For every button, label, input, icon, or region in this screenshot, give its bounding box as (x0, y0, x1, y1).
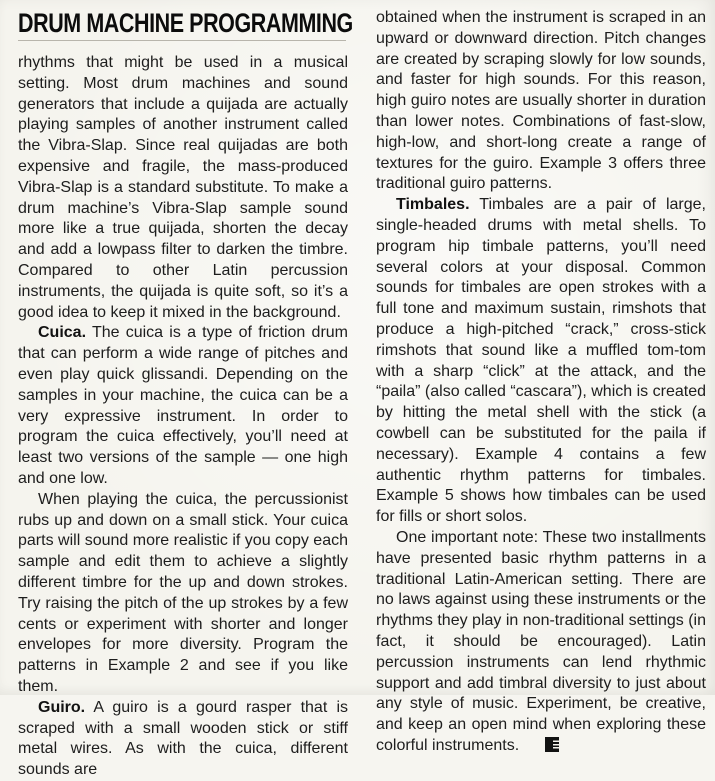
paragraph: When playing the cuica, the percussionist rubs up and down on a small stick. Your cuica parts will sound more realistic if you copy each sample and edit them to achieve a slightly different timbre for the up and down strokes. Try raising the pitch of the up strokes by a few cents or experiment with shorter and longer envelopes for more diversity. Program the patterns in Example 2 and see if you like them. (18, 490, 348, 695)
paragraph: obtained when the instrument is scraped in an upward or downward direction. Pitch changes are created by scraping slowly for low sounds, and faster for high sounds. For this reason, high guiro notes are usually shorter in duration than lower notes. Combinations of fast-slow, high-low, and short-long create a range of textures for the guiro. Example 3 offers three traditional guiro patterns. (376, 9, 706, 193)
paragraph-lead: Cuica. (38, 324, 87, 342)
paragraph: rhythms that might be used in a musical setting. Most drum machines and sound generators that include a quijada are actually playing samples of another instrument called the Vibra-Slap. Since real quijadas are both expensive and fragile, the mass-produced Vibra-Slap is a standard substitute. To make a drum machine’s Vibra-Slap sample sound more like a true quijada, shorten the decay and add a lowpass filter to darken the timbre. Compared to other Latin percussion instruments, the quijada is quite soft, so it’s a good idea to keep it mixed in the background. (18, 54, 348, 321)
title-underline (18, 40, 346, 41)
paragraph: One important note: These two installments have presented basic rhythm patterns in a traditional Latin-American setting. There are no laws against using these instruments or the rhythms they play in non-traditional settings (in fact, it should be encouraged). Latin percussion instruments can lend rhythmic support and add timbral diversity to just about any style of music. Experiment, be creative, and keep an open mind when exploring these colorful instruments. (376, 528, 706, 754)
paragraph: Cuica. The cuica is a type of friction drum that can perform a wide range of pitches and even play quick glissandi. Depending on the samples in your machine, the cuica can be a very expressive instrument. In order to program the cuica effectively, you’ll need at least two versions of the sample — one high and one low. (18, 324, 348, 487)
left-column (18, 8, 353, 779)
paragraph-lead: Guiro. (38, 698, 86, 716)
article-title: DRUM MACHINE PROGRAMMING (18, 8, 353, 39)
paragraph: Guiro. A guiro is a gourd rasper that is scraped with a small wooden stick or stiff metal wires. As with the cuica, different sounds are (18, 698, 348, 779)
right-column (376, 8, 706, 754)
paragraph-lead: Timbales. (396, 196, 470, 214)
paragraph: Timbales. Timbales are a pair of large, single-headed drums with metal shells. To program hip timbale patterns, you’ll need several colors at your disposal. Common sounds for timbales are open strokes with a full tone and maximum sustain, rimshots that produce a high-pitched “crack,” cross-stick rimshots that sound like a muffled tom-tom with a sharp “click” at the attack, and the “paila” (also called “cascara”), which is created by hitting the metal shell with the stick (a cowbell can be substituted for the paila if necessary). Example 4 contains a few authentic rhythm patterns for timbales. Example 5 shows how timbales can be used for fills or short solos. (376, 196, 706, 526)
right-column-text (376, 8, 706, 757)
end-mark-icon (545, 737, 559, 752)
left-column-text (18, 53, 348, 781)
